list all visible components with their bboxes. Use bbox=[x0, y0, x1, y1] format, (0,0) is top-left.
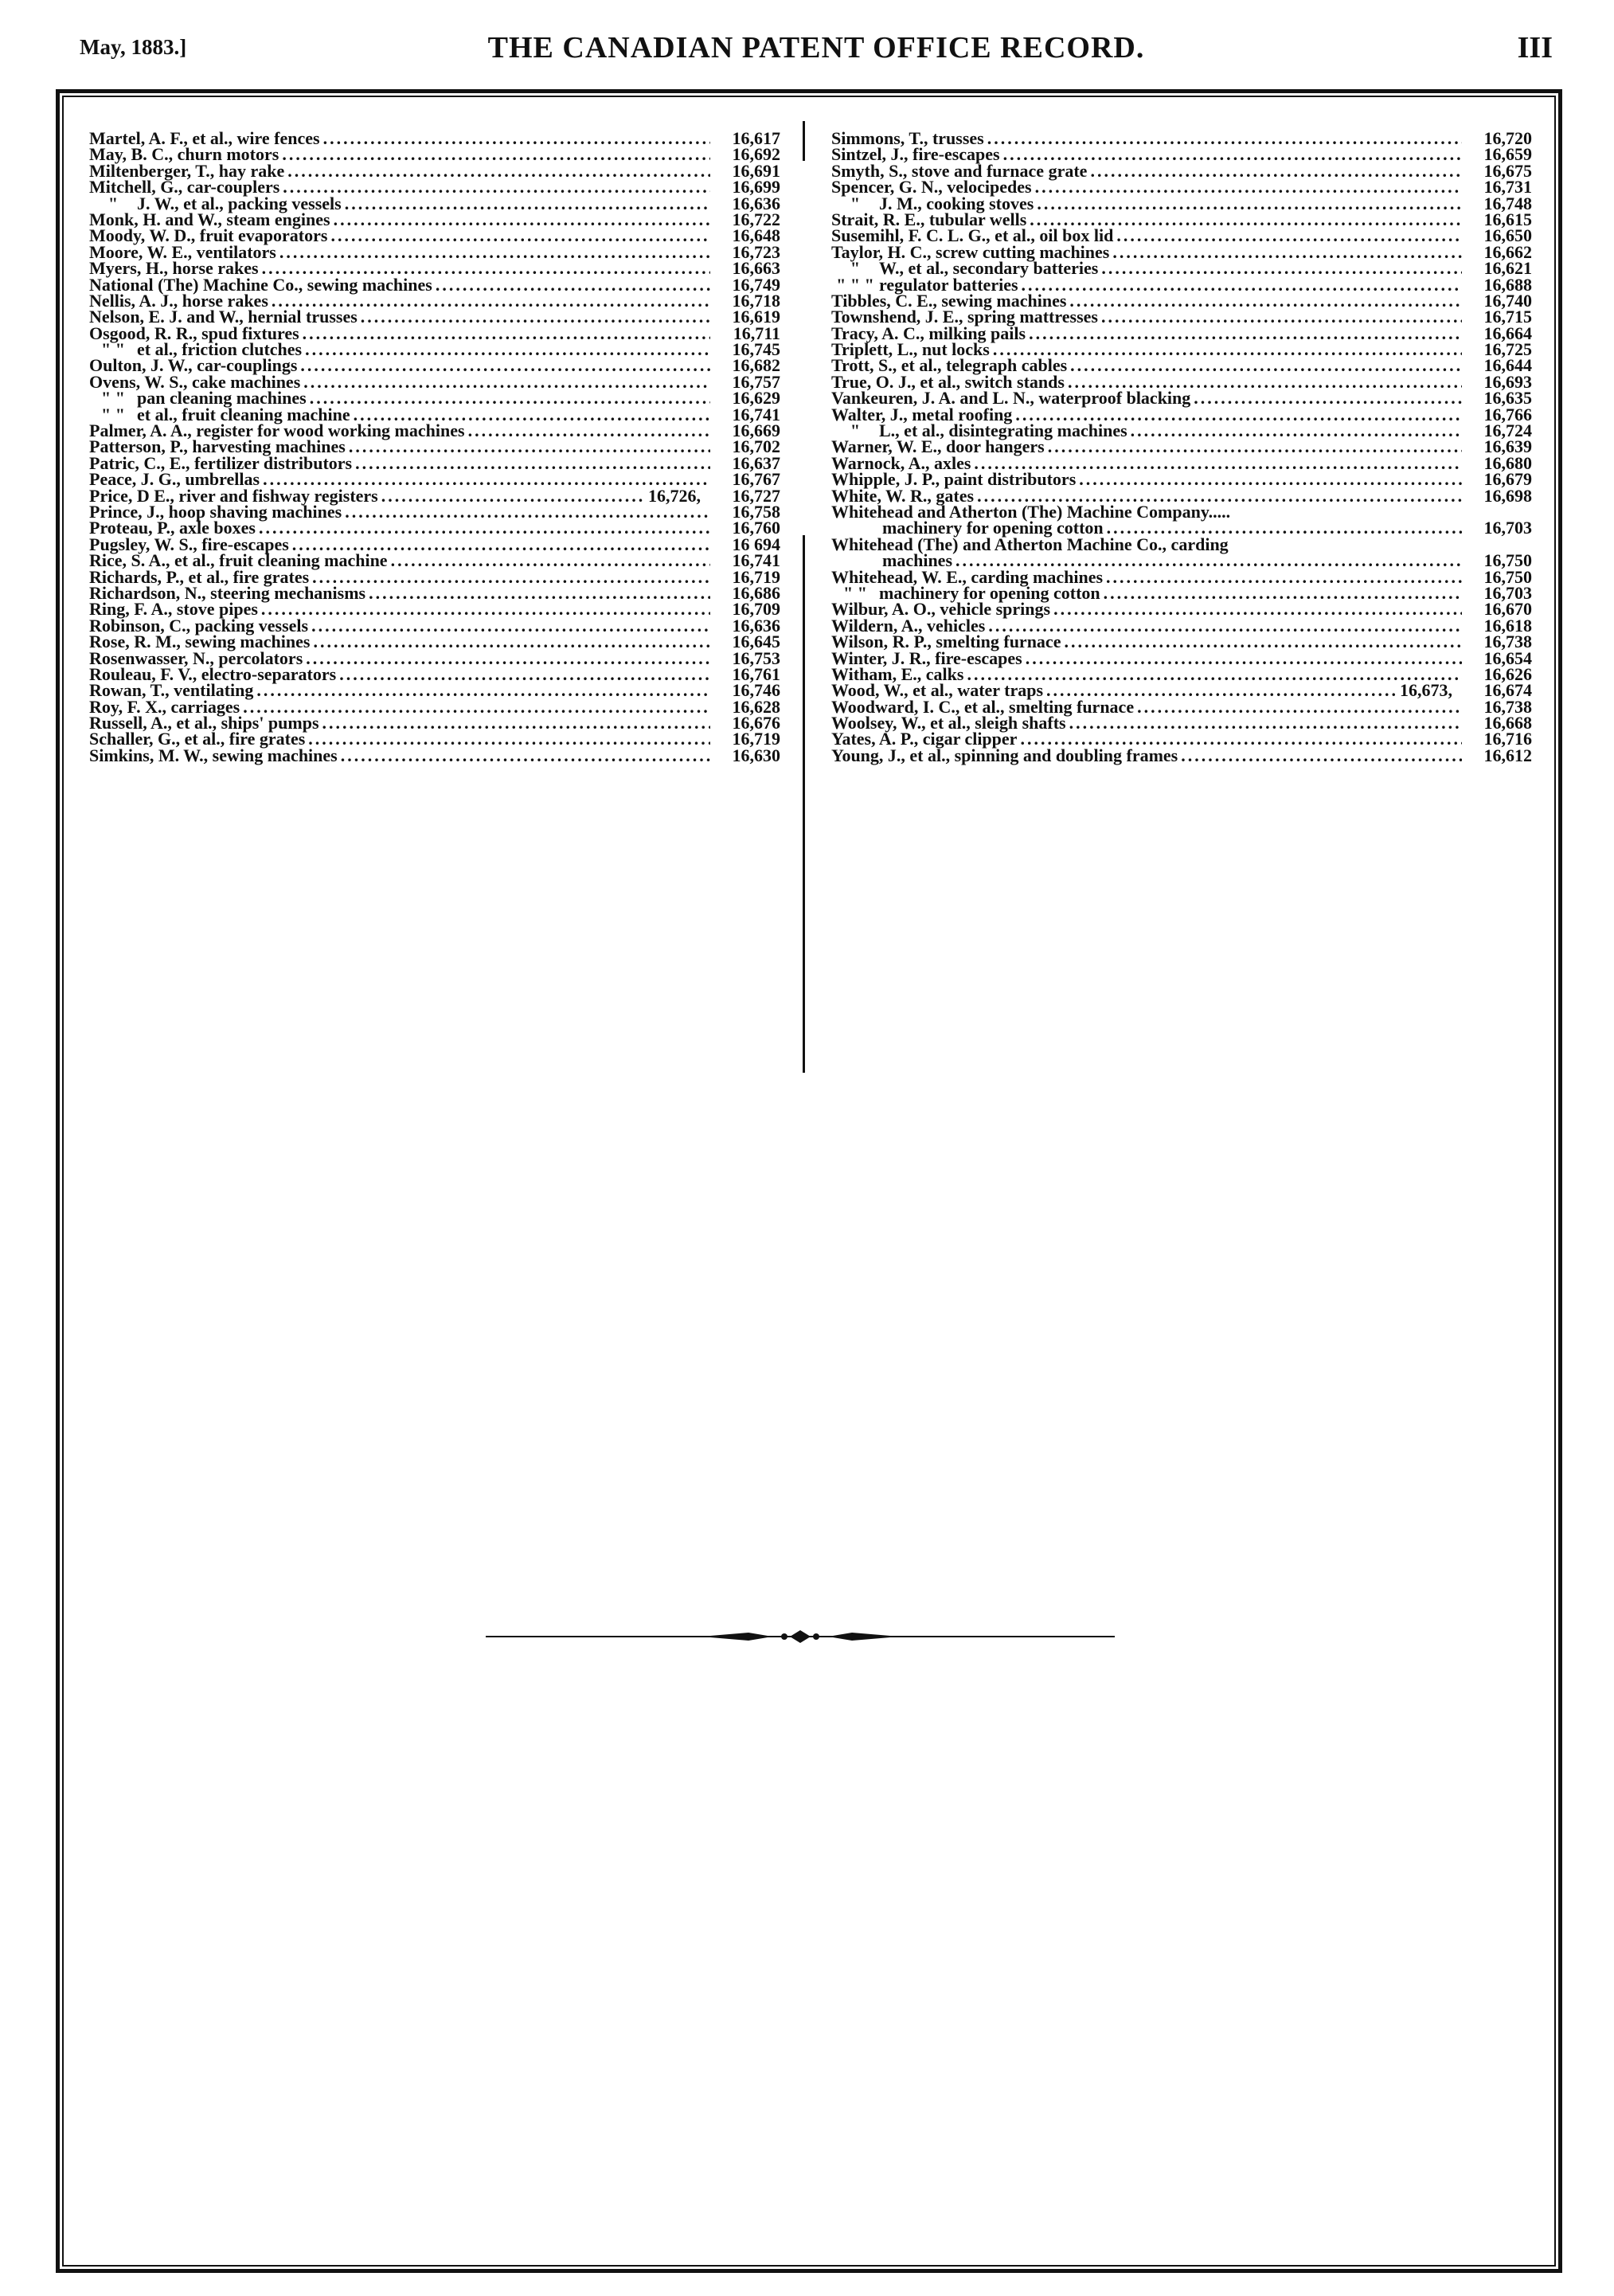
entry-text: Ring, F. A., stove pipes bbox=[89, 599, 258, 620]
dot-leader bbox=[1181, 748, 1462, 764]
dot-leader bbox=[341, 748, 710, 764]
entry-text: Winter, J. R., fire-escapes bbox=[831, 647, 1022, 668]
entry-text: Taylor, H. C., screw cutting machines bbox=[831, 241, 1110, 262]
entry-text: et al., fruit cleaning machine bbox=[137, 404, 350, 424]
ditto-mark: " bbox=[850, 420, 861, 441]
entry-patent-number: 16,654 bbox=[1483, 647, 1532, 668]
entry-patent-number: 16,758 bbox=[732, 501, 780, 522]
entry-text: Simmons, T., trusses bbox=[831, 128, 984, 148]
entry-patent-number: 16,682 bbox=[732, 355, 780, 376]
entry-text: Myers, H., horse rakes bbox=[89, 258, 259, 279]
entry-text: Warnock, A., axles bbox=[831, 452, 971, 473]
entry-text: Schaller, G., et al., fire grates bbox=[89, 729, 306, 749]
ditto-mark: " bbox=[107, 193, 119, 213]
dot-leader bbox=[1079, 471, 1462, 487]
entry-text: Strait, R. E., tubular wells bbox=[831, 209, 1027, 229]
dot-leader bbox=[322, 715, 710, 731]
entry-text: Prince, J., hoop shaving machines bbox=[89, 501, 342, 522]
entry-text: Rosenwasser, N., percolators bbox=[89, 647, 303, 668]
entry-text: Roy, F. X., carriages bbox=[89, 696, 240, 717]
entry-text: White, W. R., gates bbox=[831, 485, 975, 506]
dot-leader bbox=[349, 439, 710, 455]
entry-text: Smyth, S., stove and furnace grate bbox=[831, 160, 1088, 181]
entry-patent-number: 16,703 bbox=[1483, 518, 1532, 538]
dot-leader bbox=[1112, 244, 1462, 260]
ditto-mark: " bbox=[850, 193, 861, 213]
ditto-mark: " " bbox=[843, 582, 867, 603]
dot-leader bbox=[1035, 179, 1462, 195]
entry-patent-number: 16,727 bbox=[732, 485, 780, 506]
dot-leader bbox=[282, 147, 710, 162]
entry-patent-number: 16,680 bbox=[1483, 452, 1532, 473]
dot-leader bbox=[391, 553, 710, 569]
entry-patent-number: 16,637 bbox=[732, 452, 780, 473]
dot-leader bbox=[1026, 651, 1462, 667]
entry-text: Osgood, R. R., spud fixtures bbox=[89, 323, 299, 343]
entry-patent-number-extra: 16,673, bbox=[1400, 680, 1452, 701]
page-number: III bbox=[1517, 31, 1553, 65]
dot-leader bbox=[1104, 585, 1462, 601]
entry-text: Richards, P., et al., fire grates bbox=[89, 566, 310, 587]
entry-text: pan cleaning machines bbox=[137, 388, 307, 409]
entry-text: Nelson, E. J. and W., hernial trusses bbox=[89, 307, 358, 327]
entry-patent-number: 16,719 bbox=[732, 729, 780, 749]
entry-patent-number: 16,750 bbox=[1483, 550, 1532, 571]
entry-patent-number: 16,639 bbox=[1483, 436, 1532, 457]
entry-text: Rowan, T., ventilating bbox=[89, 680, 254, 701]
entry-patent-number: 16,760 bbox=[732, 518, 780, 538]
entry-text: Witham, E., calks bbox=[831, 663, 964, 684]
entry-patent-number: 16,716 bbox=[1483, 729, 1532, 749]
entry-patent-number: 16,628 bbox=[732, 696, 780, 717]
entry-text: J. M., cooking stoves bbox=[879, 193, 1034, 213]
entry-patent-number: 16,626 bbox=[1483, 663, 1532, 684]
dot-leader bbox=[468, 423, 710, 439]
dot-leader bbox=[306, 651, 710, 667]
entry-text: Yates, A. P., cigar clipper bbox=[831, 729, 1018, 749]
entry-patent-number: 16,724 bbox=[1483, 420, 1532, 441]
entry-patent-number: 16,669 bbox=[732, 420, 780, 441]
dot-leader bbox=[334, 212, 710, 228]
dot-leader bbox=[1022, 277, 1462, 293]
entry-text: May, B. C., churn motors bbox=[89, 144, 279, 165]
dot-leader bbox=[345, 504, 710, 520]
entry-patent-number: 16,674 bbox=[1483, 680, 1532, 701]
entry-text: Moody, W. D., fruit evaporators bbox=[89, 225, 328, 246]
dot-leader bbox=[313, 634, 710, 650]
page-title: THE CANADIAN PATENT OFFICE RECORD. bbox=[487, 31, 1145, 65]
entry-text: Spencer, G. N., velocipedes bbox=[831, 177, 1032, 198]
dot-leader bbox=[381, 488, 645, 504]
entry-patent-number: 16,618 bbox=[1483, 615, 1532, 636]
entry-patent-number: 16,629 bbox=[732, 388, 780, 409]
entry-text: Price, D E., river and fishway registers bbox=[89, 485, 378, 506]
entry-patent-number: 16,709 bbox=[732, 599, 780, 620]
ornamental-rule bbox=[486, 1625, 1115, 1649]
entry-text: W., et al., secondary batteries bbox=[879, 258, 1099, 279]
entry-patent-number: 16 694 bbox=[732, 534, 780, 554]
entry-text: Mitchell, G., car-couplers bbox=[89, 177, 280, 198]
entry-text: Patterson, P., harvesting machines bbox=[89, 436, 346, 457]
entry-patent-number: 16,619 bbox=[732, 307, 780, 327]
entry-text: Peace, J. G., umbrellas bbox=[89, 469, 260, 490]
entry-text: Pugsley, W. S., fire-escapes bbox=[89, 534, 289, 554]
dot-leader bbox=[1116, 228, 1462, 244]
entry-patent-number: 16,741 bbox=[732, 404, 780, 424]
entry-text: Warner, W. E., door hangers bbox=[831, 436, 1045, 457]
entry-patent-number: 16,617 bbox=[732, 128, 780, 148]
ditto-mark: " bbox=[850, 258, 861, 279]
entry-patent-number: 16,645 bbox=[732, 632, 780, 652]
entry-patent-number: 16,630 bbox=[732, 745, 780, 765]
entry-patent-number: 16,644 bbox=[1483, 355, 1532, 376]
entry-text: Russell, A., et al., ships' pumps bbox=[89, 713, 319, 733]
entry-text: machines bbox=[882, 550, 952, 571]
dot-leader bbox=[330, 228, 710, 244]
entry-patent-number: 16,691 bbox=[732, 160, 780, 181]
entry-text: Tracy, A. C., milking pails bbox=[831, 323, 1026, 343]
entry-patent-number: 16,693 bbox=[1483, 371, 1532, 392]
entry-patent-number: 16,719 bbox=[732, 566, 780, 587]
entry-text: Rice, S. A., et al., fruit cleaning machine bbox=[89, 550, 388, 571]
index-column-right bbox=[831, 128, 1532, 765]
entry-patent-number: 16,702 bbox=[732, 436, 780, 457]
entry-patent-number: 16,688 bbox=[1483, 274, 1532, 295]
entry-text: Palmer, A. A., register for wood working machines bbox=[89, 420, 465, 441]
entry-text: Sintzel, J., fire-escapes bbox=[831, 144, 1000, 165]
dot-leader bbox=[1029, 326, 1462, 342]
entry-patent-number: 16,715 bbox=[1483, 307, 1532, 327]
dot-leader bbox=[1037, 196, 1462, 212]
entry-patent-number: 16,757 bbox=[732, 371, 780, 392]
entry-patent-number: 16,718 bbox=[732, 290, 780, 311]
entry-patent-number: 16,741 bbox=[732, 550, 780, 571]
index-column-left bbox=[89, 128, 780, 765]
dot-leader bbox=[339, 667, 710, 683]
entry-text: Moore, W. E., ventilators bbox=[89, 241, 276, 262]
entry-text: Robinson, C., packing vessels bbox=[89, 615, 309, 636]
entry-patent-number: 16,767 bbox=[732, 469, 780, 490]
dot-leader bbox=[361, 309, 710, 325]
entry-patent-number: 16,699 bbox=[732, 177, 780, 198]
entry-patent-number: 16,738 bbox=[1483, 696, 1532, 717]
entry-patent-number: 16,679 bbox=[1483, 469, 1532, 490]
entry-text: Patric, C., E., fertilizer distributors bbox=[89, 452, 353, 473]
dot-leader bbox=[1053, 601, 1462, 617]
entry-patent-number: 16,686 bbox=[732, 582, 780, 603]
ditto-mark: " " bbox=[101, 388, 125, 409]
entry-patent-number: 16,668 bbox=[1483, 713, 1532, 733]
dot-leader bbox=[1131, 423, 1462, 439]
ditto-mark: " " bbox=[101, 339, 125, 360]
entry-patent-number: 16,720 bbox=[1483, 128, 1532, 148]
entry-text: Martel, A. F., et al., wire fences bbox=[89, 128, 320, 148]
dot-leader bbox=[1064, 634, 1462, 650]
dot-leader bbox=[1070, 358, 1462, 374]
entry-patent-number: 16,636 bbox=[732, 193, 780, 213]
dot-leader bbox=[303, 326, 710, 342]
entry-patent-number: 16,698 bbox=[1483, 485, 1532, 506]
dot-leader bbox=[1069, 715, 1462, 731]
entry-text: Simkins, M. W., sewing machines bbox=[89, 745, 338, 765]
issue-date: May, 1883.] bbox=[80, 35, 187, 59]
dot-leader bbox=[355, 456, 710, 471]
entry-text: Walter, J., metal roofing bbox=[831, 404, 1013, 424]
dot-leader bbox=[305, 342, 710, 358]
dot-leader bbox=[1069, 293, 1462, 309]
entry-text: Trott, S., et al., telegraph cables bbox=[831, 355, 1068, 376]
entry-patent-number: 16,738 bbox=[1483, 632, 1532, 652]
entry-text: J. W., et al., packing vessels bbox=[137, 193, 342, 213]
dot-leader bbox=[261, 601, 710, 617]
entry-text: Triplett, L., nut locks bbox=[831, 339, 990, 360]
dot-leader bbox=[1101, 309, 1462, 325]
dot-leader bbox=[1106, 569, 1462, 585]
entry-name bbox=[89, 745, 338, 765]
entry-text: regulator batteries bbox=[879, 274, 1018, 295]
entry-patent-number: 16,753 bbox=[732, 647, 780, 668]
index-entry bbox=[831, 745, 1532, 765]
entry-text: Tibbles, C. E., sewing machines bbox=[831, 290, 1067, 311]
entry-patent-number: 16,740 bbox=[1483, 290, 1532, 311]
entry-text: Susemihl, F. C. L. G., et al., oil box lid bbox=[831, 225, 1114, 246]
entry-text: Woolsey, W., et al., sleigh shafts bbox=[831, 713, 1066, 733]
dot-leader bbox=[345, 196, 710, 212]
entry-patent-number: 16,612 bbox=[1483, 745, 1532, 765]
entry-patent-number: 16,745 bbox=[732, 339, 780, 360]
entry-patent-number: 16,635 bbox=[1483, 388, 1532, 409]
dot-leader bbox=[311, 618, 710, 634]
entry-text: L., et al., disintegrating machines bbox=[879, 420, 1127, 441]
entry-text: True, O. J., et al., switch stands bbox=[831, 371, 1065, 392]
entry-patent-number: 16,670 bbox=[1483, 599, 1532, 620]
entry-text: Proteau, P., axle boxes bbox=[89, 518, 256, 538]
entry-text: Monk, H. and W., steam engines bbox=[89, 209, 330, 229]
entry-patent-number: 16,636 bbox=[732, 615, 780, 636]
entry-text: Rose, R. M., sewing machines bbox=[89, 632, 311, 652]
entry-text: Ovens, W. S., cake machines bbox=[89, 371, 301, 392]
entry-patent-number: 16,722 bbox=[732, 209, 780, 229]
entry-text: Townshend, J. E., spring mattresses bbox=[831, 307, 1098, 327]
dot-leader bbox=[300, 358, 710, 374]
entry-text: Whitehead, W. E., carding machines bbox=[831, 566, 1104, 587]
entry-text: Richardson, N., steering mechanisms bbox=[89, 582, 366, 603]
dot-leader bbox=[308, 731, 710, 747]
entry-patent-number: 16,615 bbox=[1483, 209, 1532, 229]
ditto-mark: " " bbox=[101, 404, 125, 424]
entry-name bbox=[831, 745, 1178, 765]
entry-text: machinery for opening cotton bbox=[879, 582, 1100, 603]
dot-leader bbox=[1101, 260, 1462, 276]
entry-text: Wilson, R. P., smelting furnace bbox=[831, 632, 1061, 652]
ditto-mark: " " " bbox=[836, 274, 874, 295]
entry-text: Wilbur, A. O., vehicle springs bbox=[831, 599, 1051, 620]
entry-patent-number: 16,692 bbox=[732, 144, 780, 165]
entry-text: machinery for opening cotton bbox=[882, 518, 1104, 538]
dot-leader bbox=[287, 163, 710, 179]
entry-patent-number: 16,731 bbox=[1483, 177, 1532, 198]
entry-text: Whipple, J. P., paint distributors bbox=[831, 469, 1077, 490]
entry-text: National (The) Machine Co., sewing machines bbox=[89, 274, 432, 295]
dot-leader bbox=[436, 277, 710, 293]
entry-patent-number: 16,676 bbox=[732, 713, 780, 733]
entry-patent-number: 16,621 bbox=[1483, 258, 1532, 279]
entry-text: Whitehead (The) and Atherton Machine Co., carding bbox=[831, 534, 1229, 554]
column-divider bbox=[803, 535, 805, 1073]
dot-leader bbox=[310, 390, 710, 406]
dot-leader bbox=[303, 374, 710, 390]
entry-patent-number: 16,663 bbox=[732, 258, 780, 279]
entry-patent-number: 16,725 bbox=[1483, 339, 1532, 360]
entry-patent-number: 16,748 bbox=[1483, 193, 1532, 213]
index-entry bbox=[89, 745, 780, 765]
entry-text: Wildern, A., vehicles bbox=[831, 615, 986, 636]
entry-text: Woodward, I. C., et al., smelting furnace bbox=[831, 696, 1135, 717]
entry-text: Vankeuren, J. A. and L. N., waterproof blacking bbox=[831, 388, 1191, 409]
entry-patent-number: 16,675 bbox=[1483, 160, 1532, 181]
entry-patent-number: 16,746 bbox=[732, 680, 780, 701]
dot-leader bbox=[279, 244, 710, 260]
dot-leader bbox=[323, 131, 710, 147]
entry-patent-number: 16,659 bbox=[1483, 144, 1532, 165]
entry-patent-number: 16,650 bbox=[1483, 225, 1532, 246]
entry-patent-number: 16,749 bbox=[732, 274, 780, 295]
entry-patent-number: 16,761 bbox=[732, 663, 780, 684]
dot-leader bbox=[312, 569, 710, 585]
entry-text: Oulton, J. W., car-couplings bbox=[89, 355, 298, 376]
column-divider-top bbox=[803, 121, 805, 161]
dot-leader bbox=[1194, 390, 1462, 406]
dot-leader bbox=[369, 585, 710, 601]
entry-patent-number: 16,750 bbox=[1483, 566, 1532, 587]
entry-patent-number: 16,766 bbox=[1483, 404, 1532, 424]
entry-text: et al., friction clutches bbox=[137, 339, 303, 360]
entry-patent-number-extra: 16,726, bbox=[648, 485, 701, 506]
dot-leader bbox=[256, 683, 710, 698]
entry-text: Rouleau, F. V., electro-separators bbox=[89, 663, 337, 684]
dot-leader bbox=[283, 179, 710, 195]
entry-patent-number: 16,723 bbox=[732, 241, 780, 262]
dot-leader bbox=[987, 131, 1462, 147]
dot-leader bbox=[1137, 699, 1462, 715]
dot-leader bbox=[1048, 439, 1462, 455]
entry-patent-number: 16,664 bbox=[1483, 323, 1532, 343]
entry-text: Miltenberger, T., hay rake bbox=[89, 160, 285, 181]
entry-text: Whitehead and Atherton (The) Machine Company..... bbox=[831, 501, 1231, 522]
dot-leader bbox=[1090, 163, 1462, 179]
entry-patent-number: 16,703 bbox=[1483, 582, 1532, 603]
entry-patent-number: 16,662 bbox=[1483, 241, 1532, 262]
entry-text: Wood, W., et al., water traps bbox=[831, 680, 1044, 701]
entry-patent-number: 16,711 bbox=[733, 323, 780, 343]
entry-text: Nellis, A. J., horse rakes bbox=[89, 290, 268, 311]
entry-text: Young, J., et al., spinning and doubling frames bbox=[831, 745, 1178, 765]
running-head bbox=[80, 30, 1553, 70]
entry-patent-number: 16,648 bbox=[732, 225, 780, 246]
dot-leader bbox=[259, 520, 710, 536]
